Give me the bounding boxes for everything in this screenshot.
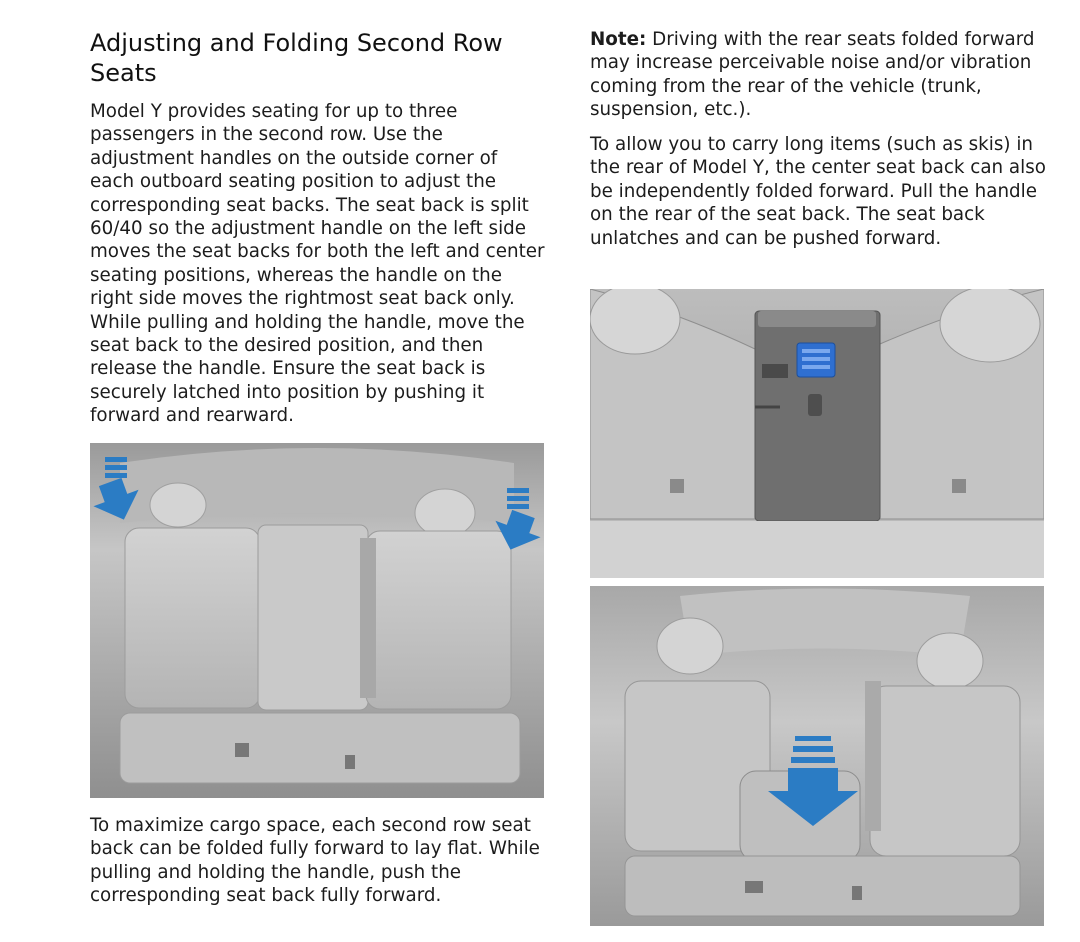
center-seat-paragraph: To allow you to carry long items (such as skis) in the rear of Model Y, the center seat back can also be independently folded forward. Pull the handle on the rear of the seat back. The seat back unlatches and can be pushed forward.	[590, 134, 1046, 249]
fold-forward-paragraph: To maximize cargo space, each second row seat back can be folded fully forward to lay flat. While pulling and holding the handle, push the corresponding seat back fully forward.	[90, 815, 540, 907]
center-seat-fold-figure	[590, 586, 1044, 926]
note-paragraph	[590, 28, 1046, 122]
center-seat-handle-figure	[590, 289, 1044, 578]
note-text: Driving with the rear seats folded forward may increase perceivable noise and/or vibration coming from the rear of the vehicle (trunk, suspension, etc.).	[590, 29, 1035, 121]
seat-adjust-handles-figure	[90, 443, 544, 798]
section-title: Adjusting and Folding Second Row Seats	[90, 29, 503, 87]
seat-adjust-paragraph: Model Y provides seating for up to three passengers in the second row. Use the adjustment handles on the outside corner of each outboard seating position to adjust the corresponding seat backs. The seat back is split 60/40 so the adjustment handle on the left side moves the seat backs for both the left and center seating positions, whereas the handle on the right side moves the rightmost seat back only. While pulling and holding the handle, move the seat back to the desired position, and then release the handle. Ensure the seat back is securely latched into position by pushing it forward and rearward.	[90, 101, 545, 427]
note-label: Note:	[590, 29, 647, 50]
